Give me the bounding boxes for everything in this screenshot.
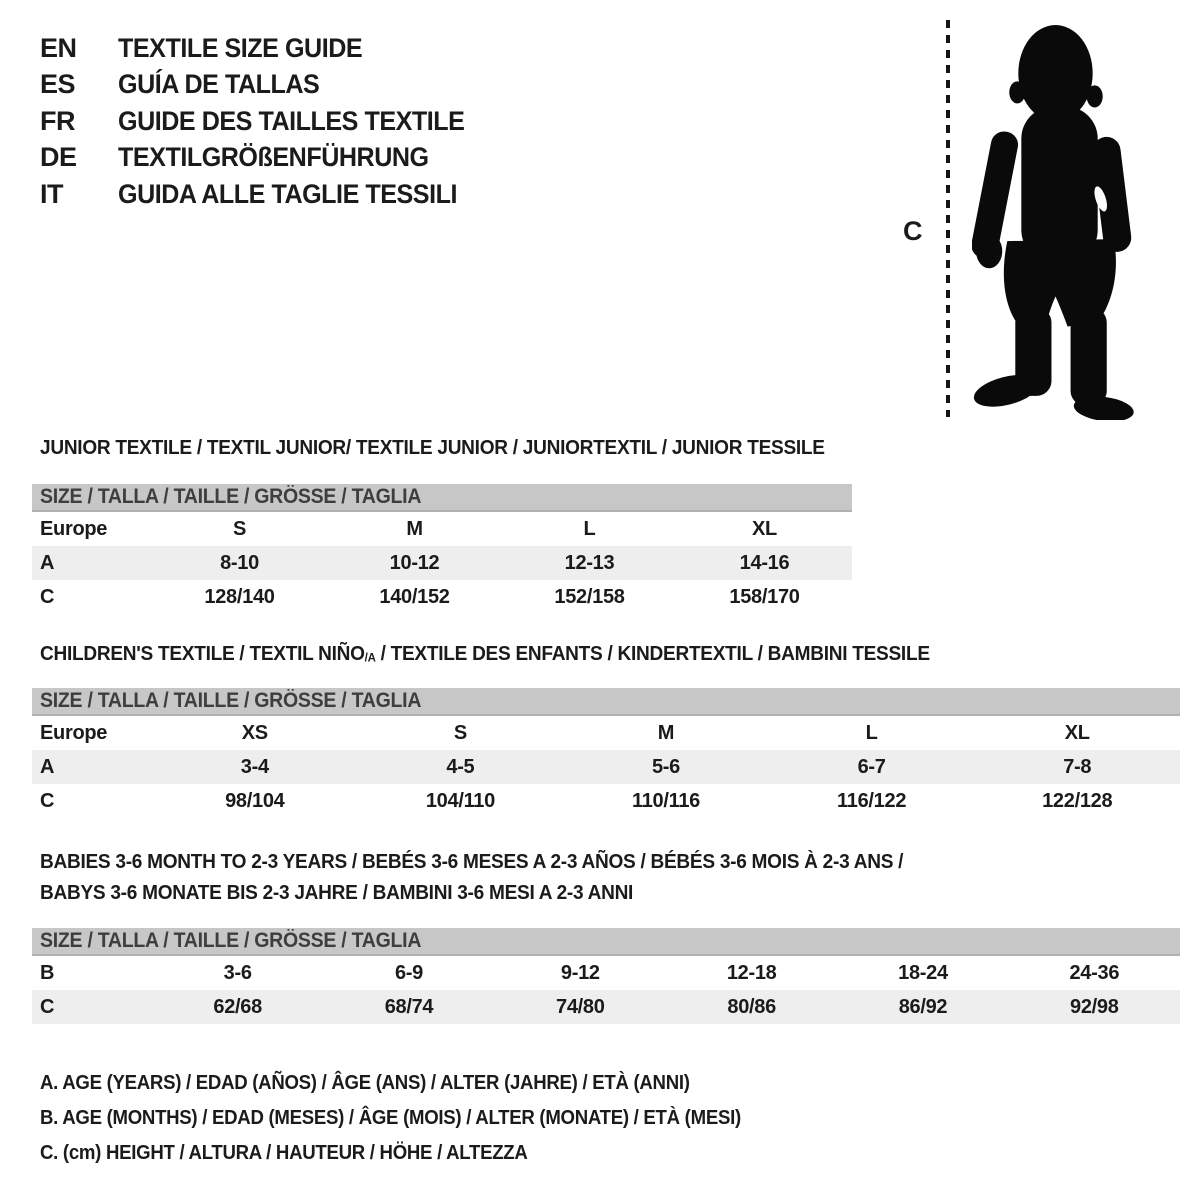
value-cell: 3-6	[223, 961, 252, 984]
language-label: TEXTILE SIZE GUIDE	[118, 32, 363, 63]
table-row	[32, 990, 1180, 1024]
size-header-band	[32, 688, 1180, 716]
babies-section-title	[40, 846, 968, 908]
language-list	[40, 30, 491, 213]
value-cell: 80/86	[727, 995, 776, 1018]
language-code: ES	[40, 69, 76, 100]
value-cell: 8-10	[220, 551, 259, 574]
language-row	[40, 176, 491, 213]
legend-line-b	[40, 1101, 794, 1136]
col-header-cell: M	[657, 721, 675, 744]
row-label-cell: B	[40, 961, 55, 984]
children-title-main: CHILDREN'S TEXTILE / TEXTIL NIÑO	[40, 642, 365, 665]
row-label-cell: C	[40, 585, 55, 608]
language-row	[40, 103, 491, 140]
value-cell: 110/116	[631, 789, 700, 812]
value-cell: 3-4	[240, 755, 269, 778]
babies-title-line2: BABYS 3-6 MONATE BIS 2-3 JAHRE / BAMBINI 3-6 MESI A 2-3 ANNI	[40, 881, 634, 904]
column-header-row	[32, 512, 852, 546]
size-header-label: SIZE / TALLA / TAILLE / GRÖSSE / TAGLIA	[40, 689, 422, 712]
table-row	[32, 750, 1180, 784]
row-label-cell: C	[40, 995, 55, 1018]
legend-line-c	[40, 1136, 794, 1171]
children-size-table	[32, 688, 1180, 818]
children-section-title-text	[40, 642, 930, 666]
language-code: DE	[40, 142, 77, 173]
value-cell: 5-6	[651, 755, 680, 778]
toddler-silhouette	[972, 18, 1140, 420]
junior-section-title	[40, 436, 884, 460]
value-cell: 24-36	[1069, 961, 1120, 984]
value-cell: 98/104	[225, 789, 285, 812]
value-cell: 104/110	[425, 789, 495, 812]
children-title-rest: / TEXTILE DES ENFANTS / KINDERTEXTIL / BAMBINI TESSILE	[375, 642, 930, 665]
col-header-cell: L	[583, 517, 596, 540]
language-label: GUIDA ALLE TAGLIE TESSILI	[118, 178, 457, 209]
row-label-cell: A	[40, 551, 55, 574]
language-row	[40, 140, 491, 177]
col-header-cell: XS	[241, 721, 268, 744]
language-row	[40, 30, 491, 67]
col-header-cell: S	[232, 517, 247, 540]
value-cell: 140/152	[379, 585, 450, 608]
legend-line-a	[40, 1066, 794, 1101]
value-cell: 6-7	[857, 755, 886, 778]
value-cell: 9-12	[560, 961, 600, 984]
size-header-label: SIZE / TALLA / TAILLE / GRÖSSE / TAGLIA	[40, 929, 422, 952]
babies-title-line1: BABIES 3-6 MONTH TO 2-3 YEARS / BEBÉS 3-6 MESES A 2-3 AÑOS / BÉBÉS 3-6 MOIS À 2-3 ANS /	[40, 850, 904, 873]
row-label-cell: Europe	[40, 517, 108, 540]
col-header-cell: XL	[752, 517, 777, 540]
col-header-cell: S	[453, 721, 467, 744]
table-row	[32, 580, 852, 614]
value-cell: 152/158	[554, 585, 625, 608]
language-label: GUÍA DE TALLAS	[118, 69, 320, 100]
col-header-cell: XL	[1064, 721, 1090, 744]
junior-section-title-text: JUNIOR TEXTILE / TEXTIL JUNIOR/ TEXTILE JUNIOR / JUNIORTEXTIL / JUNIOR TESSILE	[40, 436, 825, 459]
babies-size-table	[32, 928, 1180, 1024]
size-header-band	[32, 484, 852, 512]
value-cell: 10-12	[389, 551, 440, 574]
value-cell: 12-18	[726, 961, 777, 984]
value-cell: 68/74	[384, 995, 434, 1018]
language-code: EN	[40, 32, 77, 63]
value-cell: 12-13	[564, 551, 615, 574]
col-header-cell: M	[406, 517, 423, 540]
silhouette-shape	[972, 25, 1135, 420]
size-header-band	[32, 928, 1180, 956]
legend-line-c-text: C. (cm) HEIGHT / ALTURA / HAUTEUR / HÖHE / ALTEZZA	[40, 1142, 528, 1164]
value-cell: 122/128	[1042, 789, 1113, 812]
table-row	[32, 546, 852, 580]
height-label-c: C	[903, 216, 923, 246]
measurement-legend	[40, 1066, 794, 1171]
language-label: GUIDE DES TAILLES TEXTILE	[118, 105, 465, 136]
row-label-cell: A	[40, 755, 55, 778]
language-row	[40, 67, 491, 104]
value-cell: 6-9	[394, 961, 423, 984]
value-cell: 86/92	[898, 995, 948, 1018]
legend-line-a-text: A. AGE (YEARS) / EDAD (AÑOS) / ÂGE (ANS) / ALTER (JAHRE) / ETÀ (ANNI)	[40, 1072, 690, 1094]
table-row	[32, 956, 1180, 990]
value-cell: 4-5	[446, 755, 475, 778]
children-section-title	[40, 642, 997, 666]
value-cell: 92/98	[1070, 995, 1119, 1018]
language-label: TEXTILGRÖßENFÜHRUNG	[118, 142, 429, 173]
value-cell: 158/170	[729, 585, 800, 608]
junior-size-table	[32, 484, 852, 614]
value-cell: 14-16	[739, 551, 790, 574]
language-code: FR	[40, 105, 75, 136]
legend-line-b-text: B. AGE (MONTHS) / EDAD (MESES) / ÂGE (MOIS) / ALTER (MONATE) / ETÀ (MESI)	[40, 1107, 741, 1129]
value-cell: 18-24	[898, 961, 948, 984]
value-cell: 62/68	[213, 995, 262, 1018]
table-row	[32, 784, 1180, 818]
value-cell: 128/140	[204, 585, 275, 608]
value-cell: 116/122	[837, 789, 907, 812]
col-header-cell: L	[865, 721, 878, 744]
children-title-subscript: /A	[364, 650, 376, 665]
size-header-label: SIZE / TALLA / TAILLE / GRÖSSE / TAGLIA	[40, 485, 422, 508]
height-measurement-line	[946, 20, 950, 417]
language-code: IT	[40, 178, 63, 209]
row-label-cell: Europe	[40, 721, 108, 744]
row-label-cell: C	[40, 789, 55, 812]
value-cell: 74/80	[556, 995, 605, 1018]
column-header-row	[32, 716, 1180, 750]
value-cell: 7-8	[1063, 755, 1092, 778]
